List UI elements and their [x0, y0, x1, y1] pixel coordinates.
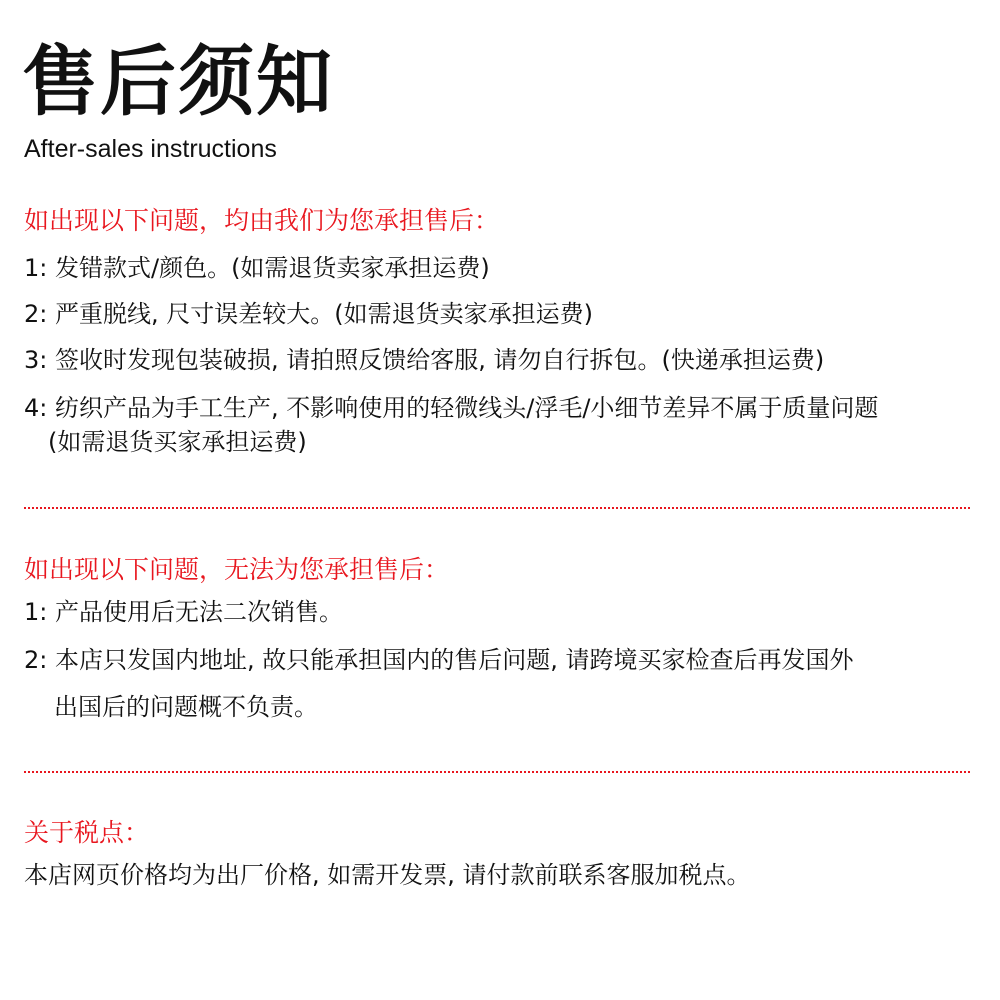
covered-heading: 如出现以下问题，均由我们为您承担售后： — [24, 206, 500, 235]
not-covered-heading: 如出现以下问题，无法为您承担售后： — [24, 555, 450, 584]
divider-2 — [24, 771, 970, 773]
covered-item-1: 1: 发错款式/颜色。(如需退货卖家承担运费) — [24, 254, 490, 282]
not-covered-item-1: 1: 产品使用后无法二次销售。 — [24, 598, 343, 626]
divider-1 — [24, 507, 970, 509]
covered-item-3: 3: 签收时发现包装破损, 请拍照反馈给客服, 请勿自行拆包。(快递承担运费) — [24, 346, 825, 374]
page-title: 售后须知 — [22, 37, 334, 126]
covered-item-4-continued: (如需退货买家承担运费) — [48, 428, 307, 456]
tax-text: 本店网页价格均为出厂价格, 如需开发票, 请付款前联系客服加税点。 — [24, 861, 751, 889]
not-covered-item-2-continued: 出国后的问题概不负责。 — [54, 693, 318, 721]
covered-item-4: 4: 纺织产品为手工生产, 不影响使用的轻微线头/浮毛/小细节差异不属于质量问题 — [24, 394, 879, 422]
not-covered-item-2: 2: 本店只发国内地址, 故只能承担国内的售后问题, 请跨境买家检查后再发国外 — [24, 646, 854, 674]
covered-item-2: 2: 严重脱线, 尺寸误差较大。(如需退货卖家承担运费) — [24, 300, 593, 328]
tax-heading: 关于税点： — [24, 818, 150, 847]
page-subtitle: After-sales instructions — [24, 135, 277, 163]
